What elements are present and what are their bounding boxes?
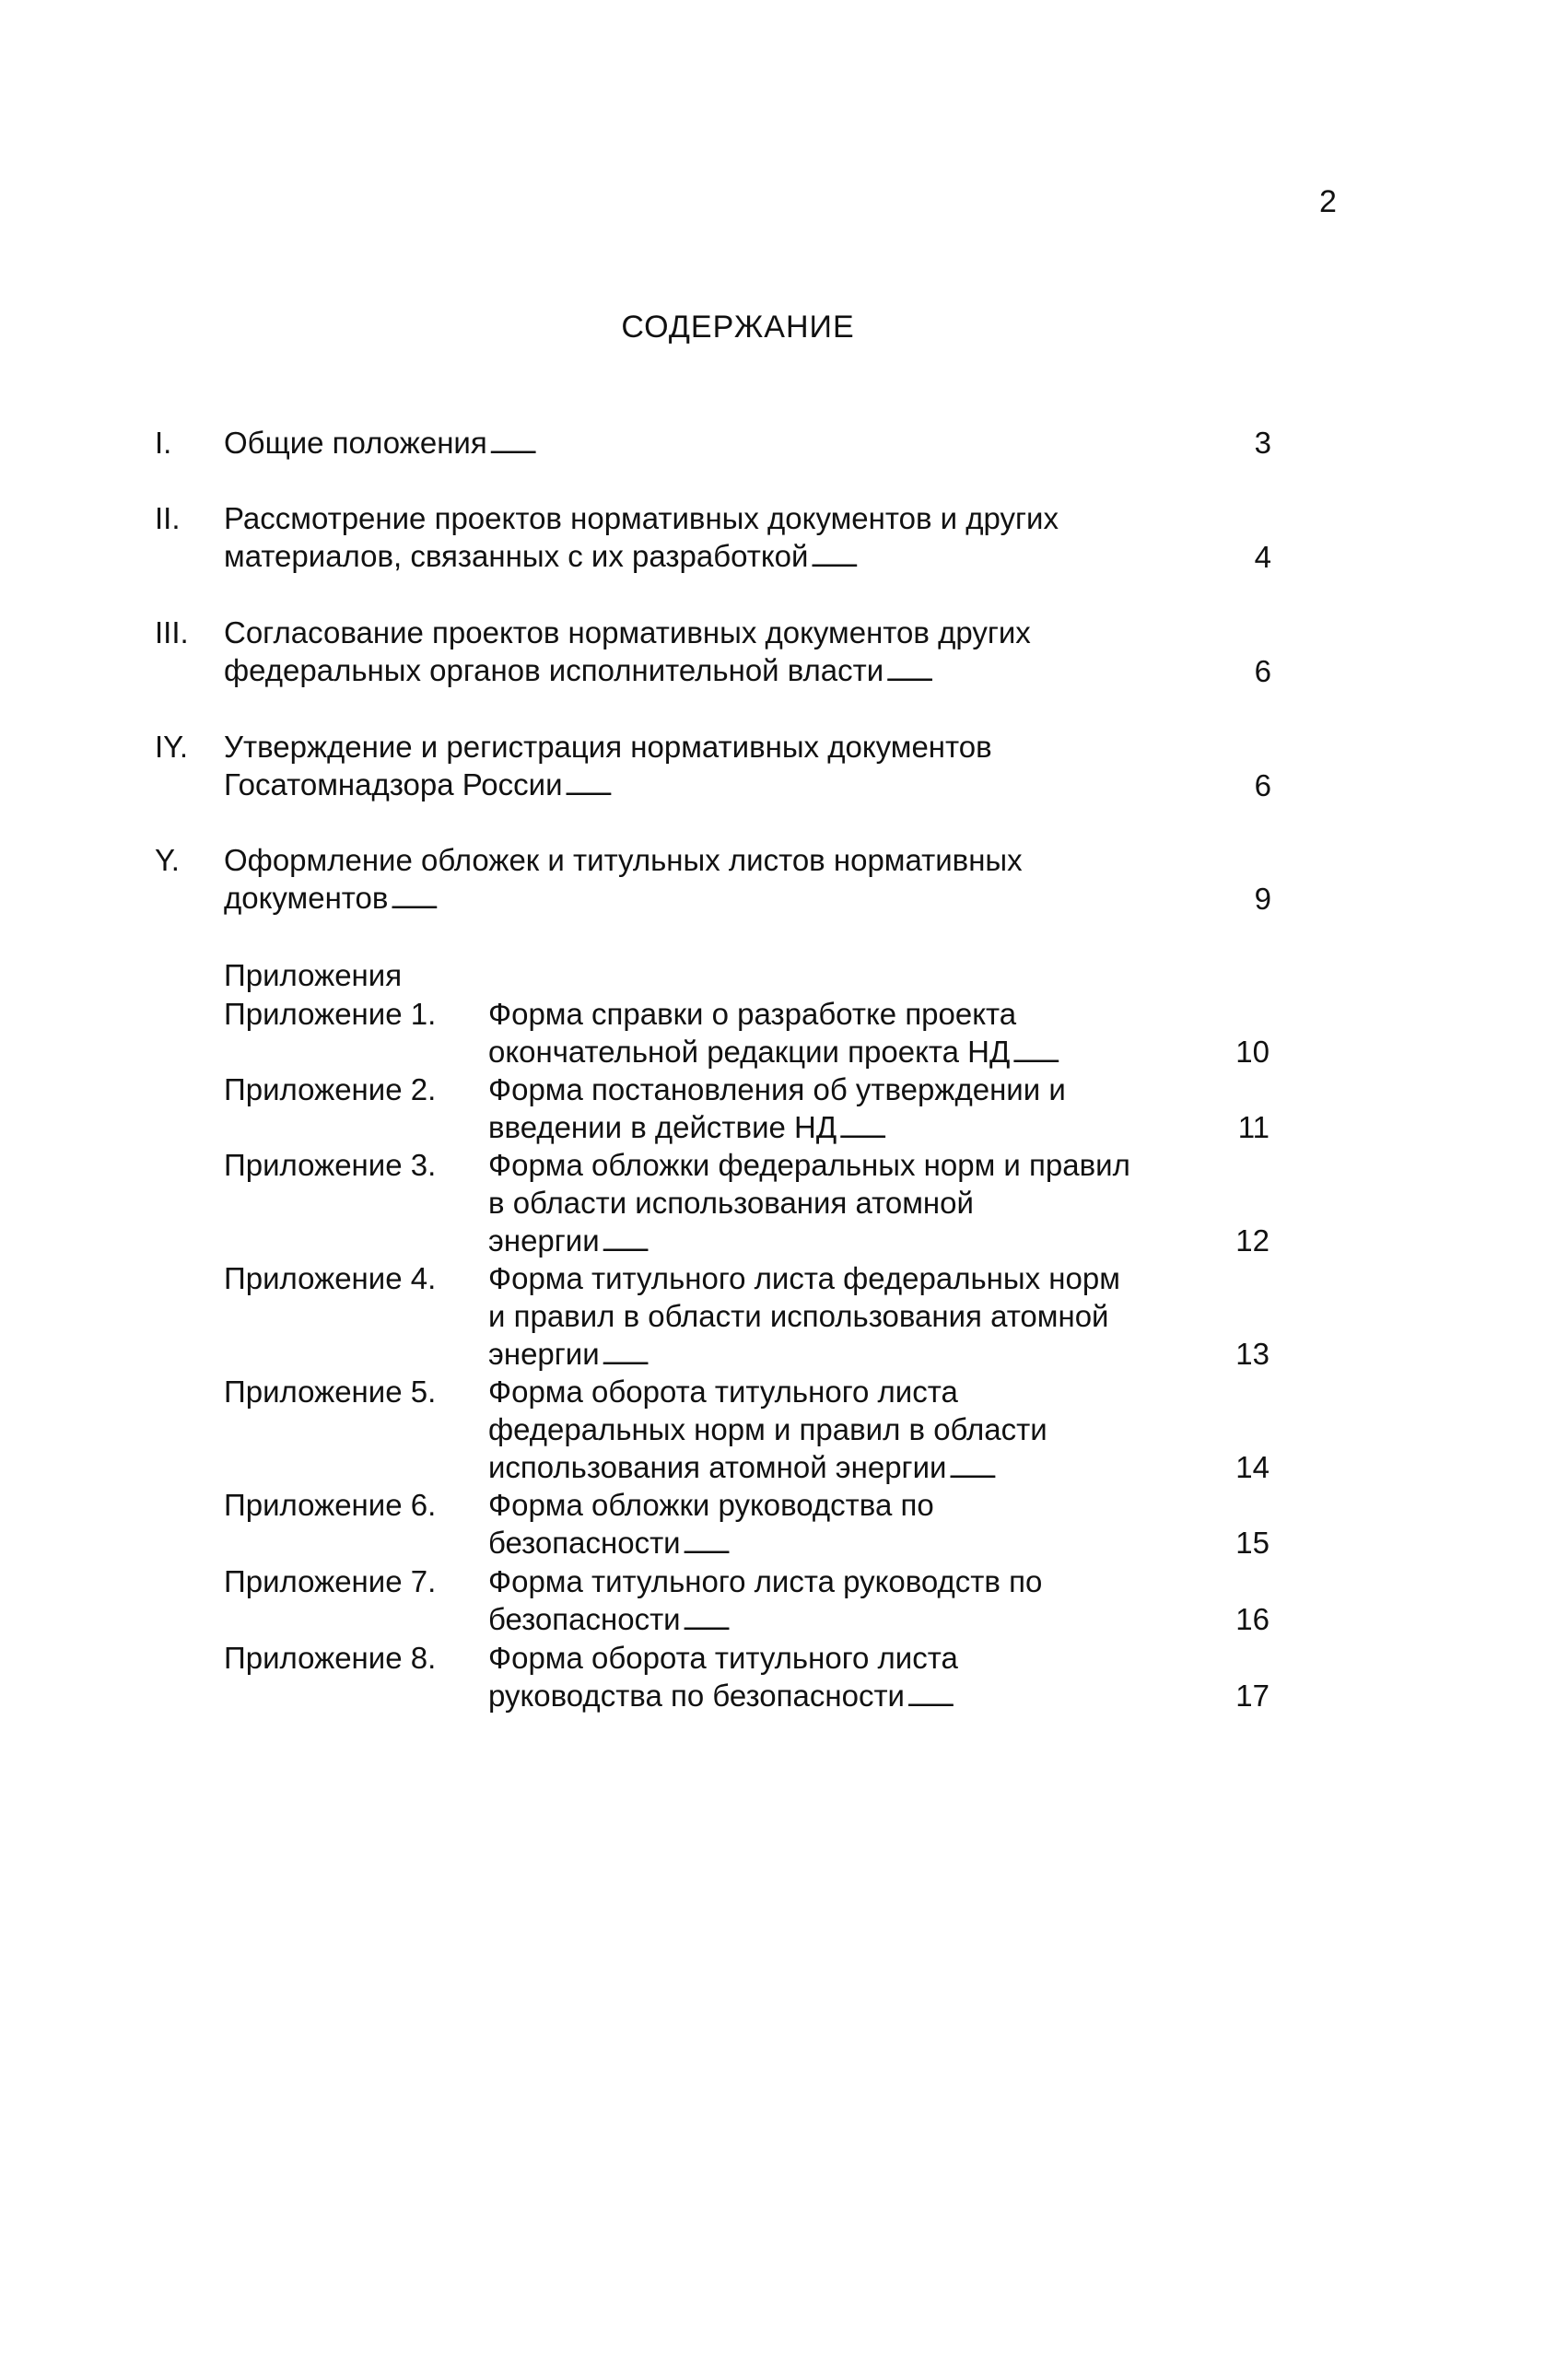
section-title-line: Согласование проектов нормативных документов других	[224, 615, 1031, 649]
appendix-title-line: использования атомной энергии . . .	[488, 1448, 1170, 1490]
page-number: 2	[1319, 184, 1337, 219]
appendix-page: 13	[1235, 1337, 1270, 1371]
section-page: 6	[1254, 654, 1271, 688]
leader-dots	[489, 424, 1165, 465]
appendix-title-line: Форма титульного листа руководств по	[488, 1564, 1043, 1598]
toc-section-4	[155, 728, 1279, 811]
leader-dots	[1012, 1033, 1170, 1074]
section-page: 4	[1254, 540, 1271, 574]
leader-dots	[390, 879, 1165, 920]
appendix-label: Приложение 5.	[224, 1375, 437, 1409]
section-title-line: Оформление обложек и титульных листов нормативных	[224, 843, 1023, 877]
toc-title: СОДЕРЖАНИЕ	[621, 310, 855, 345]
leader-dots	[810, 537, 1165, 579]
section-number: IY.	[155, 730, 189, 764]
appendix-title-line: окончательной редакции проекта НД . . .	[488, 1033, 1170, 1074]
leader-dots	[907, 1677, 1170, 1718]
appendix-title-line: и правил в области использования атомной	[488, 1299, 1109, 1333]
appendix-title-line: энергии . . .	[488, 1335, 1170, 1376]
appendix-page: 12	[1235, 1223, 1270, 1258]
appendix-title-line: руководства по безопасности . . .	[488, 1677, 1170, 1718]
appendix-label: Приложение 4.	[224, 1261, 437, 1295]
appendix-entry-3	[224, 1146, 1283, 1260]
section-number: Y.	[155, 843, 180, 877]
leader-dots	[565, 766, 1165, 807]
appendix-title-line: Форма титульного листа федеральных норм	[488, 1261, 1120, 1295]
appendix-page: 14	[1235, 1450, 1270, 1484]
appendix-label: Приложение 1.	[224, 997, 437, 1031]
appendix-entry-2	[224, 1071, 1283, 1148]
appendix-label: Приложение 7.	[224, 1564, 437, 1598]
leader-dots	[838, 1108, 1170, 1150]
section-page: 3	[1254, 426, 1271, 460]
section-number: III.	[155, 615, 189, 649]
appendix-title-line: Форма постановления об утверждении и	[488, 1072, 1066, 1106]
section-title-line: документов . . .	[224, 879, 1165, 920]
leader-dots	[683, 1600, 1170, 1642]
appendix-title-line: безопасности . . .	[488, 1600, 1170, 1642]
appendix-label: Приложение 3.	[224, 1148, 437, 1182]
leader-dots	[948, 1448, 1170, 1490]
appendix-title-line: Форма оборота титульного листа	[488, 1375, 958, 1409]
appendix-page: 17	[1235, 1679, 1270, 1713]
section-title-line: Рассмотрение проектов нормативных документов и других	[224, 501, 1059, 535]
appendix-title-line: в области использования атомной	[488, 1186, 974, 1220]
appendix-entry-1	[224, 995, 1283, 1072]
appendix-entry-5	[224, 1373, 1283, 1487]
appendix-label: Приложение 2.	[224, 1072, 437, 1106]
appendix-title-line: введении в действие НД . . .	[488, 1108, 1170, 1150]
leader-dots	[683, 1524, 1170, 1565]
section-page: 9	[1254, 882, 1271, 916]
section-number: II.	[155, 501, 181, 535]
appendix-heading: Приложения	[224, 958, 403, 992]
appendix-title-line: Форма обложки руководства по	[488, 1488, 934, 1522]
section-title-line: Общие положения . . .	[224, 424, 1165, 465]
leader-dots	[885, 651, 1165, 693]
appendix-page: 16	[1235, 1602, 1270, 1636]
leader-dots	[602, 1222, 1170, 1263]
appendix-title-line: безопасности . . .	[488, 1524, 1170, 1565]
leader-dots	[602, 1335, 1170, 1376]
appendix-page: 10	[1235, 1035, 1270, 1069]
appendix-entry-7	[224, 1562, 1283, 1640]
section-title-line: Госатомнадзора России . . .	[224, 766, 1165, 807]
section-number: I.	[155, 426, 172, 460]
section-title-line: федеральных органов исполнительной власти . . .	[224, 651, 1165, 693]
appendix-title-line: Форма оборота титульного листа	[488, 1641, 958, 1675]
toc-section-3	[155, 614, 1279, 696]
appendix-title-line: Форма обложки федеральных норм и правил	[488, 1148, 1130, 1182]
appendix-label: Приложение 6.	[224, 1488, 437, 1522]
appendix-title-line: федеральных норм и правил в области	[488, 1412, 1047, 1446]
appendix-entry-6	[224, 1486, 1283, 1563]
appendix-entry-8	[224, 1639, 1283, 1716]
section-title-line: материалов, связанных с их разработкой . . .	[224, 537, 1165, 579]
appendix-title-line: Форма справки о разработке проекта	[488, 997, 1017, 1031]
appendix-entry-4	[224, 1259, 1283, 1374]
appendix-title-line: энергии . . .	[488, 1222, 1170, 1263]
appendix-page: 11	[1237, 1110, 1270, 1144]
appendix-label: Приложение 8.	[224, 1641, 437, 1675]
section-title-line: Утверждение и регистрация нормативных документов	[224, 730, 992, 764]
toc-section-1	[155, 424, 1279, 465]
appendix-page: 15	[1235, 1526, 1270, 1560]
toc-section-2	[155, 499, 1279, 582]
toc-section-5	[155, 841, 1279, 924]
section-page: 6	[1254, 768, 1271, 802]
